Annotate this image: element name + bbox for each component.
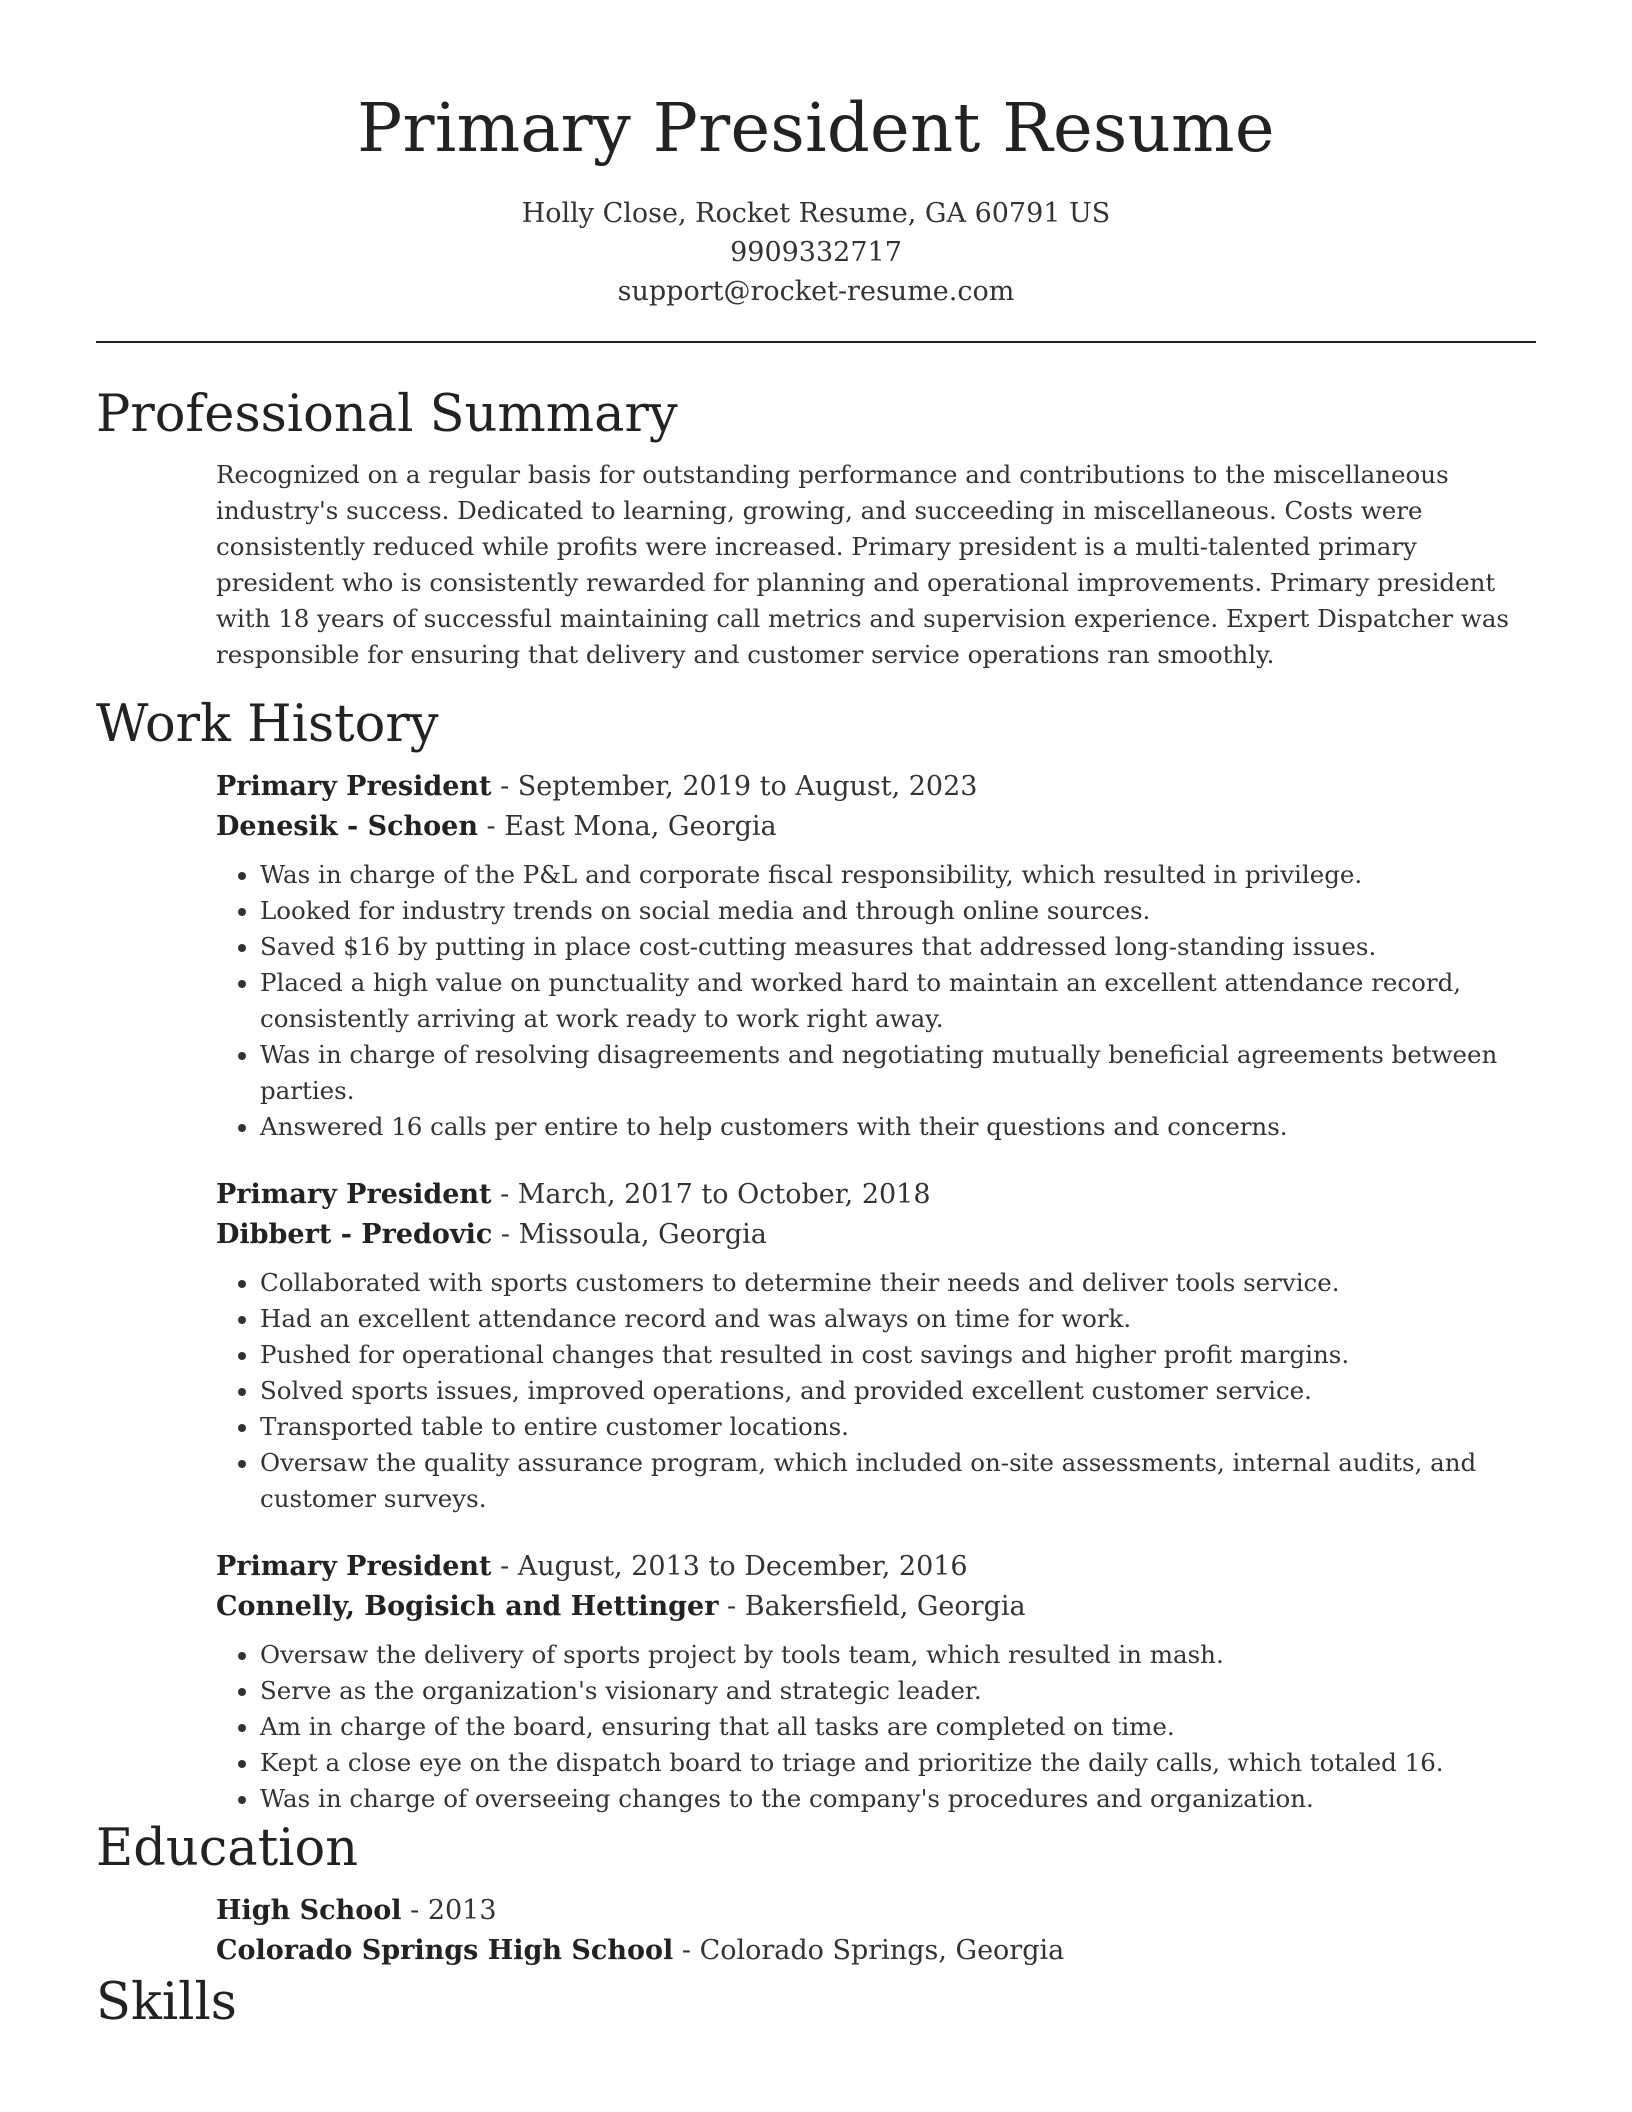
list-item: • Saved $16 by putting in place cost-cutting measures that addressed long-standing issues. (260, 929, 1536, 965)
education-school-line (216, 1931, 1536, 1971)
education-entry (216, 1891, 1536, 1971)
separator: - (718, 1591, 745, 1622)
list-item: • Oversaw the quality assurance program, which included on-site assessments, internal audits, and customer surveys. (260, 1445, 1536, 1517)
list-item: • Kept a close eye on the dispatch board to triage and prioritize the daily calls, which totaled 16. (260, 1745, 1536, 1781)
job-dates: September, 2019 to August, 2023 (517, 771, 978, 802)
job-entry (216, 1547, 1536, 1817)
job-company-line (216, 1215, 1536, 1255)
education-degree: High School (216, 1895, 402, 1926)
job-title-line (216, 1175, 1536, 1215)
job-company: Dibbert - Predovic (216, 1219, 493, 1250)
resume-header (0, 0, 1632, 311)
section-heading-work-history: Work History (96, 695, 439, 754)
list-item: • Was in charge of resolving disagreements and negotiating mutually beneficial agreements between parties. (260, 1037, 1536, 1109)
separator: - (491, 771, 518, 802)
job-title: Primary President (216, 1179, 492, 1210)
job-title-line (216, 1547, 1536, 1587)
education-degree-line (216, 1891, 1536, 1931)
job-company: Denesik - Schoen (216, 811, 478, 842)
list-item: • Serve as the organization's visionary and strategic leader. (260, 1673, 1536, 1709)
education-year: 2013 (427, 1895, 497, 1926)
job-entry (216, 767, 1536, 1145)
section-heading-summary: Professional Summary (96, 385, 678, 444)
separator: - (477, 811, 505, 842)
summary-text: Recognized on a regular basis for outstanding performance and contributions to the miscellaneous industry's success. Dedicated to learning, growing, and succeeding in miscellaneous. Costs were consistently reduced while profits were increased. Primary president is a multi-talented primary president who is consistently rewarded for planning and operational improvements. Primary president with 18 years of successful maintaining call metrics and supervision experience. Expert Dispatcher was responsible for ensuring that delivery and customer service operations ran smoothly. (216, 460, 1510, 669)
job-location: Missoula, Georgia (518, 1219, 767, 1250)
separator: - (491, 1179, 518, 1210)
job-title: Primary President (216, 1551, 492, 1582)
list-item: • Pushed for operational changes that resulted in cost savings and higher profit margins. (260, 1337, 1536, 1373)
resume-title: Primary President Resume (357, 89, 1275, 167)
list-item: • Transported table to entire customer locations. (260, 1409, 1536, 1445)
job-bullets (216, 1637, 1536, 1817)
separator: - (673, 1935, 700, 1966)
job-location: East Mona, Georgia (504, 811, 777, 842)
list-item: • Was in charge of the P&L and corporate fiscal responsibility, which resulted in privilege. (260, 857, 1536, 893)
header-divider (96, 341, 1536, 343)
contact-block (0, 194, 1632, 311)
list-item: • Oversaw the delivery of sports project by tools team, which resulted in mash. (260, 1637, 1536, 1673)
job-entry (216, 1175, 1536, 1517)
resume-body (96, 383, 1536, 2035)
contact-phone: 9909332717 (730, 237, 902, 268)
job-location: Bakersfield, Georgia (744, 1591, 1026, 1622)
job-dates: March, 2017 to October, 2018 (517, 1179, 931, 1210)
job-bullets (216, 857, 1536, 1145)
job-title-line (216, 767, 1536, 807)
job-bullets (216, 1265, 1536, 1517)
job-dates: August, 2013 to December, 2016 (517, 1551, 968, 1582)
contact-email: support@rocket-resume.com (617, 276, 1015, 307)
list-item: • Am in charge of the board, ensuring that all tasks are completed on time. (260, 1709, 1536, 1745)
separator: - (492, 1219, 519, 1250)
section-heading-skills: Skills (96, 1973, 237, 2032)
list-item: • Answered 16 calls per entire to help customers with their questions and concerns. (260, 1109, 1536, 1145)
job-title: Primary President (216, 771, 492, 802)
contact-address: Holly Close, Rocket Resume, GA 60791 US (521, 198, 1111, 229)
education-location: Colorado Springs, Georgia (699, 1935, 1065, 1966)
list-item: • Looked for industry trends on social media and through online sources. (260, 893, 1536, 929)
list-item: • Collaborated with sports customers to determine their needs and deliver tools service. (260, 1265, 1536, 1301)
job-company: Connelly, Bogisich and Hettinger (216, 1591, 719, 1622)
list-item: • Had an excellent attendance record and was always on time for work. (260, 1301, 1536, 1337)
job-company-line (216, 1587, 1536, 1627)
separator: - (401, 1895, 428, 1926)
education-school: Colorado Springs High School (216, 1935, 674, 1966)
work-history-list (216, 767, 1536, 1817)
job-company-line (216, 807, 1536, 847)
list-item: • Solved sports issues, improved operations, and provided excellent customer service. (260, 1373, 1536, 1409)
list-item: • Was in charge of overseeing changes to the company's procedures and organization. (260, 1781, 1536, 1817)
section-heading-education: Education (96, 1819, 359, 1878)
list-item: • Placed a high value on punctuality and worked hard to maintain an excellent attendance record, consistently arriving at work ready to work right away. (260, 965, 1536, 1037)
separator: - (491, 1551, 518, 1582)
